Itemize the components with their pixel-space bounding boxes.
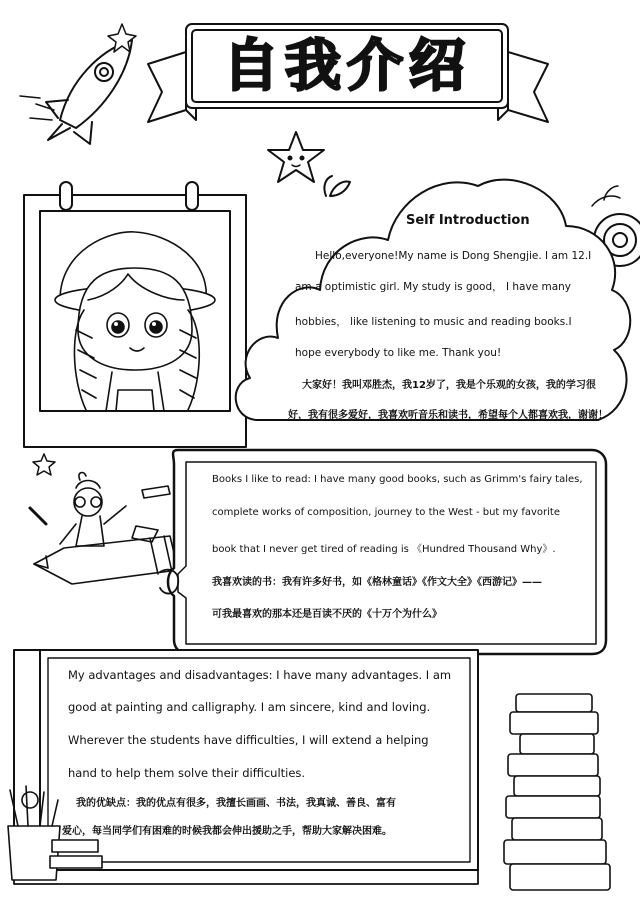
advantages-line-3: Wherever the students have difficulties, I will extend a helping (68, 733, 429, 747)
star-face-icon (268, 132, 324, 182)
advantages-line-4: hand to help them solve their difficulties. (68, 766, 306, 780)
books-line-1: Books I like to read: I have many good books, such as Grimm's fairy tales, (212, 474, 583, 485)
page-title: 自我介绍 (223, 34, 471, 99)
small-star-icon (33, 454, 55, 475)
advantages-cn-line-2: 爱心，每当同学们有困难的时候我都会伸出援助之手，帮助大家解决困难。 (62, 826, 392, 837)
advantages-line-2: good at painting and calligraphy. I am sincere, kind and loving. (68, 700, 431, 714)
books-cn-line-1: 我喜欢读的书：我有许多好书，如《格林童话》《作文大全》《西游记》—— (212, 577, 542, 588)
intro-line-4: hope everybody to like me. Thank you! (295, 347, 502, 359)
books-cn-line-2: 可我最喜欢的那本还是百读不厌的《十万个为什么》 (212, 609, 442, 620)
leaf-icon (324, 176, 350, 196)
books-line-3: book that I never get tired of reading is 《Hundred Thousand Why》. (212, 544, 556, 555)
advantages-cn-line-1: 我的优缺点：我的优点有很多，我擅长画画、书法，我真诚、善良、富有 (76, 798, 396, 809)
intro-cn-line-1: 大家好！我叫邓胜杰，我12岁了，我是个乐观的女孩，我的学习很 (302, 380, 596, 391)
book-stack-icon (504, 694, 610, 890)
intro-line-1: Hello,everyone!My name is Dong Shengjie. I am 12.I (315, 250, 592, 262)
boy-on-pencil-icon (30, 473, 178, 584)
intro-line-3: hobbies， like listening to music and reading books.I (295, 316, 572, 328)
books-line-2: complete works of composition, journey to the West - but my favorite (212, 507, 561, 518)
intro-heading: Self Introduction (406, 213, 530, 228)
advantages-line-1: My advantages and disadvantages: I have many advantages. I am (68, 668, 452, 682)
intro-line-2: am a optimistic girl. My study is good， I have many (295, 281, 572, 293)
rocket-icon (20, 24, 136, 144)
intro-cn-line-2: 好，我有很多爱好，我喜欢听音乐和读书，希望每个人都喜欢我，谢谢！ (288, 410, 608, 421)
